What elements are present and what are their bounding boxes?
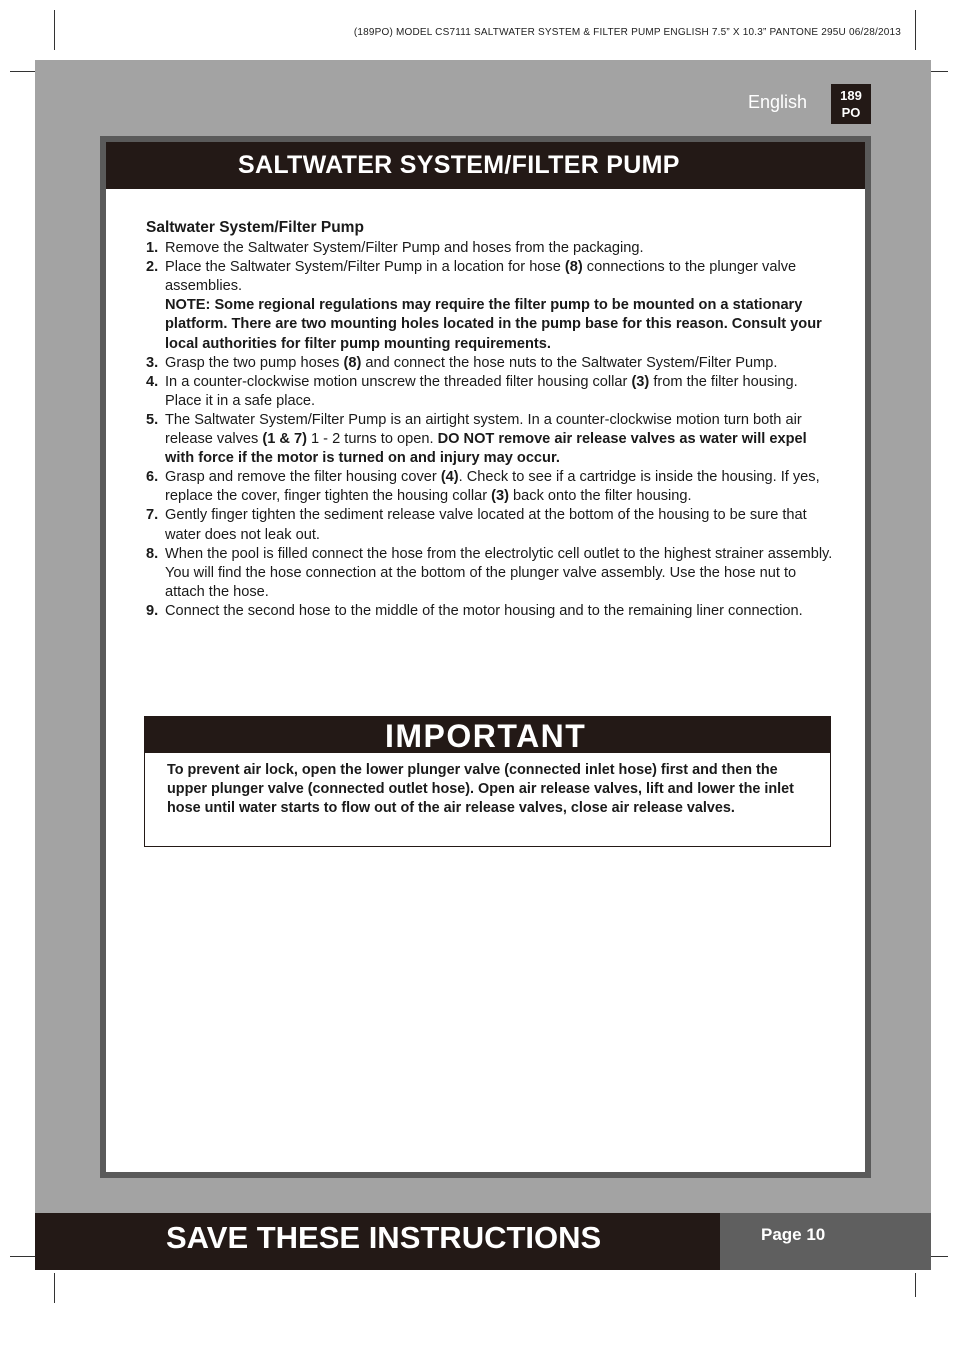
- code-badge-line1: 189: [840, 88, 862, 103]
- step-text: back onto the filter housing.: [508, 488, 692, 505]
- step-number: 1.: [146, 240, 159, 257]
- step-item: [146, 602, 836, 621]
- step-item: [146, 411, 836, 468]
- step-item: [146, 506, 836, 544]
- step-item: [146, 373, 836, 411]
- step-text: (3): [631, 373, 650, 390]
- content-panel: [106, 142, 865, 1172]
- instructions: [146, 218, 836, 621]
- step-text: Gently finger tighten the sediment release valve located at the bottom of the housing to be sure that water does not leak out.: [165, 507, 807, 543]
- step-text: Connect the second hose to the middle of the motor housing and to the remaining liner connection.: [165, 602, 803, 619]
- step-number: 6.: [146, 469, 159, 486]
- step-item: [146, 239, 836, 258]
- step-item: [146, 545, 836, 602]
- step-number: 3.: [146, 354, 159, 371]
- step-text: . Check to see if a cartridge is inside the housing. If yes, replace the cover, finger tighten the housing collar: [165, 469, 820, 505]
- step-text: Place the Saltwater System/Filter Pump in a location for hose: [165, 259, 565, 276]
- crop-mark: [10, 71, 38, 72]
- step-text: (8): [564, 259, 583, 276]
- code-badge-line2: PO: [841, 105, 861, 120]
- crop-mark: [915, 1273, 916, 1297]
- content-frame: [100, 136, 871, 1178]
- step-text: In a counter-clockwise motion unscrew the threaded filter housing collar: [165, 373, 632, 390]
- crop-mark: [928, 1256, 948, 1257]
- crop-mark: [928, 71, 948, 72]
- step-text: The Saltwater System/Filter Pump is an airtight system. In a counter-clockwise motion turn both air release valves: [165, 411, 802, 448]
- step-text: (1 & 7): [262, 431, 307, 448]
- crop-mark: [54, 10, 55, 50]
- step-text: Grasp the two pump hoses: [165, 354, 344, 371]
- steps-list: [146, 239, 836, 621]
- step-text: (4): [440, 469, 459, 486]
- crop-mark: [915, 10, 916, 50]
- step-text: (3): [491, 488, 509, 505]
- important-text: To prevent air lock, open the lower plunger valve (connected inlet hose) first and then the upper plunger valve (connected outlet hose). Open air release valves, lift and lower the inlet hose until water starts to flow out of the air release valves, close air release valves.: [167, 762, 794, 816]
- crop-mark: [10, 1256, 38, 1257]
- code-badge: [831, 84, 871, 124]
- step-number: 5.: [146, 411, 159, 428]
- step-number: 9.: [146, 602, 159, 619]
- section-title: SALTWATER SYSTEM/FILTER PUMP: [106, 142, 865, 189]
- step-number: 2.: [146, 259, 159, 276]
- step-text: and connect the hose nuts to the Saltwater System/Filter Pump.: [361, 354, 778, 371]
- step-number: 8.: [146, 545, 159, 562]
- step-number: 4.: [146, 373, 159, 390]
- step-text: from the filter housing. Place it in a safe place.: [165, 373, 798, 409]
- subheading: Saltwater System/Filter Pump: [146, 219, 364, 236]
- step-number: 7.: [146, 507, 159, 524]
- step-text: Grasp and remove the filter housing cover: [165, 469, 441, 486]
- print-info: (189PO) MODEL CS7111 SALTWATER SYSTEM & FILTER PUMP ENGLISH 7.5” X 10.3” PANTONE 295U 06/28/2013: [353, 27, 901, 38]
- step-text: DO NOT remove air release valves as water will expel with force if the motor is turned on and injury may occur.: [165, 431, 807, 467]
- important-box: [144, 716, 831, 847]
- language-label: English: [748, 92, 808, 112]
- step-text: connections to the plunger valve assemblies.: [165, 259, 797, 295]
- step-text: 1 - 2 turns to open.: [306, 431, 438, 448]
- page-number: Page 10: [720, 1213, 931, 1270]
- step-item: [146, 468, 836, 506]
- step-text: When the pool is filled connect the hose from the electrolytic cell outlet to the highest strainer assembly. You will find the hose connection at the bottom of the plunger valve assembly. Use the hose nut to attach the hose.: [165, 545, 833, 600]
- step-item: [146, 258, 836, 353]
- step-item: [146, 354, 836, 373]
- crop-mark: [54, 1273, 55, 1303]
- save-instructions-banner: SAVE THESE INSTRUCTIONS: [35, 1213, 720, 1270]
- step-text: Remove the Saltwater System/Filter Pump and hoses from the packaging.: [165, 240, 644, 257]
- step-text: (8): [343, 354, 362, 371]
- step-note: NOTE: Some regional regulations may require the filter pump to be mounted on a stationary platform. There are two mounting holes located in the pump base for this reason. Consult your local authorities for filter pump mounting requirements.: [165, 297, 822, 352]
- important-title: IMPORTANT: [145, 717, 830, 753]
